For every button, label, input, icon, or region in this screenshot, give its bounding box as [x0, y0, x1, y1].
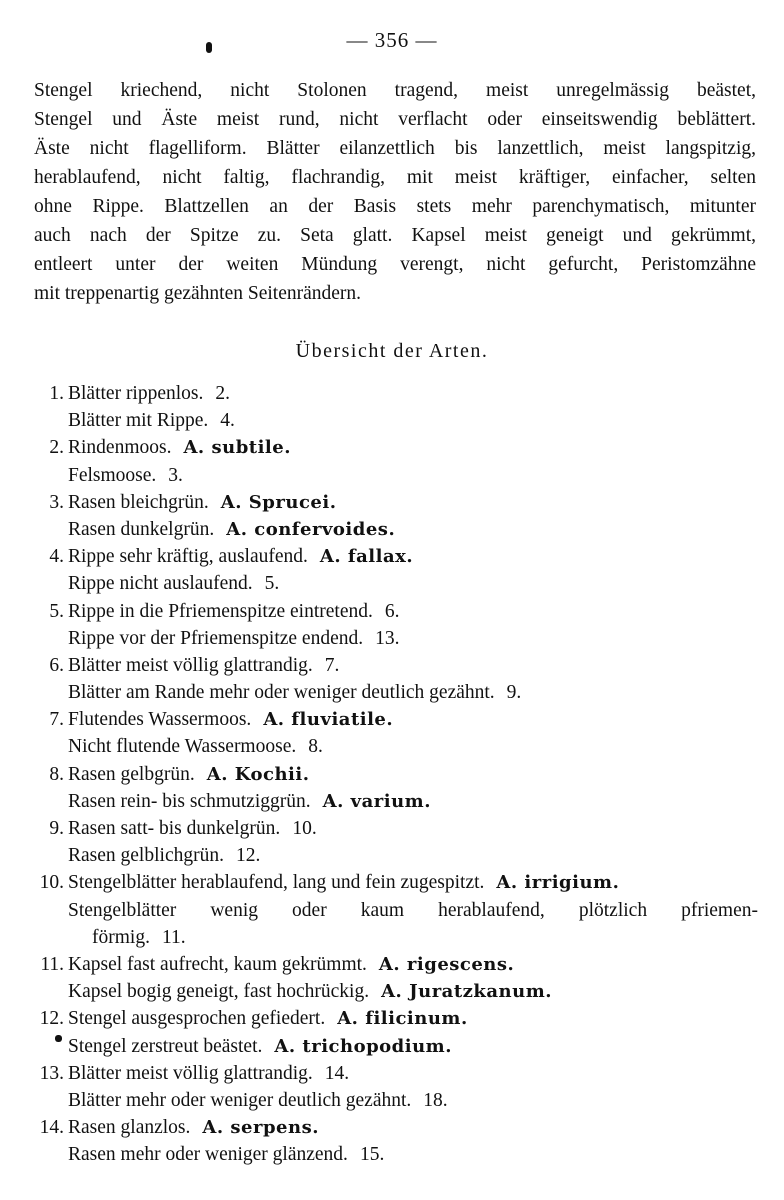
key-text: förmig. [92, 926, 150, 948]
key-line [68, 462, 183, 489]
key-reference: 18. [423, 1089, 448, 1111]
species-name: A. confervoides. [226, 518, 396, 540]
key-text: Rippe vor der Pfriemenspitze endend. [68, 627, 364, 649]
key-entry [0, 897, 784, 924]
page-number: — 356 — [346, 28, 438, 52]
key-line [68, 516, 395, 543]
species-name: A. subtile. [183, 437, 291, 459]
key-line [68, 625, 400, 652]
key-number: 6. [49, 654, 64, 676]
key-text: Stengel zerstreut beästet. [68, 1035, 263, 1057]
key-line [68, 652, 339, 679]
species-name: A. Kochii. [206, 763, 310, 785]
key-text: Kapsel bogig geneigt, fast hochrückig. [68, 981, 370, 1003]
key-reference: 11. [161, 926, 186, 948]
key-entry [0, 733, 784, 760]
key-reference: 4. [220, 410, 235, 432]
key-text: Stengel ausgesprochen gefiedert. [68, 1008, 326, 1030]
key-reference: 3. [168, 464, 183, 486]
key-entry [0, 815, 784, 842]
key-reference: 7. [324, 654, 340, 676]
key-entry [0, 1005, 784, 1032]
species-name: A. varium. [322, 790, 431, 812]
key-text: Rippe sehr kräftig, auslaufend. [68, 546, 308, 568]
key-entry [0, 1087, 784, 1114]
description-line: herablaufend, nicht faltig, flachrandig, mit meist kräftiger, einfacher, selten [34, 167, 756, 188]
key-text: Rasen mehr oder weniger glänzend. [68, 1144, 348, 1166]
key-reference: 12. [235, 845, 261, 867]
key-number: 3. [49, 491, 64, 513]
species-key [0, 380, 784, 1168]
key-line [68, 1033, 452, 1060]
description-line: auch nach der Spitze zu. Seta glatt. Kapsel meist geneigt und gekrümmt, [34, 225, 756, 246]
key-entry [0, 1114, 784, 1141]
key-text: Blätter mit Rippe. [68, 410, 209, 432]
key-number: 7. [49, 709, 64, 731]
key-text: Blätter am Rande mehr oder weniger deutlich gezähnt. [68, 682, 495, 704]
description-line: Äste nicht flagelliform. Blätter eilanzettlich bis lanzettlich, meist langspitzig, [34, 138, 756, 159]
key-entry [0, 407, 784, 434]
key-entry [0, 652, 784, 679]
key-line [68, 706, 393, 733]
key-entry [0, 761, 784, 788]
key-line [68, 570, 279, 597]
key-line [68, 407, 235, 434]
key-reference: 6. [384, 600, 400, 622]
key-text: Kapsel fast aufrecht, kaum gekrümmt. [68, 953, 367, 975]
key-line [68, 679, 521, 706]
key-entry [0, 516, 784, 543]
key-entry [0, 462, 784, 489]
key-line [68, 978, 552, 1005]
description-line: Stengel und Äste meist rund, nicht verflacht oder einseitswendig beblättert. [34, 109, 756, 130]
key-number: 1. [49, 383, 64, 404]
key-line [68, 1005, 468, 1032]
key-entry [0, 380, 784, 407]
key-entry [0, 924, 784, 951]
key-reference: 8. [308, 736, 323, 758]
key-text: Blätter rippenlos. [68, 383, 204, 404]
key-text: Rasen satt- bis dunkelgrün. [68, 818, 281, 839]
key-entry [0, 978, 784, 1005]
key-line [68, 598, 400, 625]
key-text: Rasen gelbgrün. [68, 763, 195, 785]
key-entry [0, 598, 784, 625]
key-number: 11. [40, 953, 64, 975]
key-line [68, 788, 431, 815]
key-line [68, 1087, 448, 1114]
key-line [68, 380, 230, 407]
key-number: 9. [49, 818, 64, 839]
key-entry [0, 842, 784, 869]
key-entry [0, 625, 784, 652]
key-text: Rasen bleichgrün. [68, 491, 209, 513]
species-name: A. fallax. [319, 546, 414, 568]
key-text: Stengelblätter herablaufend, lang und fein zugespitzt. [68, 872, 485, 894]
key-reference: 13. [375, 627, 400, 649]
key-entry [0, 1033, 784, 1060]
description-line: mit treppenartig gezähnten Seitenrändern. [34, 283, 362, 304]
species-name: A. fluviatile. [263, 709, 394, 731]
key-line [68, 434, 291, 461]
key-text: Stengelblätter wenig oder kaum herablaufend, plötzlich pfriemen- [68, 899, 758, 921]
key-text: Rasen rein- bis schmutziggrün. [68, 790, 311, 812]
species-name: A. Sprucei. [220, 491, 337, 513]
key-entry [0, 1060, 784, 1087]
key-reference: 9. [506, 682, 522, 704]
key-number: 13. [39, 1062, 64, 1084]
key-number: 8. [49, 763, 64, 785]
key-entry [0, 706, 784, 733]
key-text: Rasen glanzlos. [68, 1117, 191, 1139]
key-line [68, 1060, 349, 1087]
key-reference: 15. [359, 1144, 385, 1166]
species-name: A. trichopodium. [274, 1035, 452, 1057]
key-number: 5. [49, 600, 64, 622]
key-reference: 5. [264, 573, 280, 595]
key-entry [0, 434, 784, 461]
key-text: Rasen dunkelgrün. [68, 518, 215, 540]
key-line [68, 951, 514, 978]
key-text: Flutendes Wassermoos. [68, 709, 252, 731]
section-title: Übersicht der Arten. [295, 340, 489, 362]
key-line [92, 924, 186, 951]
key-entry [0, 1141, 784, 1168]
description-line: ohne Rippe. Blattzellen an der Basis stets mehr parenchymatisch, mitunter [34, 196, 756, 217]
key-reference: 10. [292, 818, 317, 839]
species-name: A. rigescens. [378, 953, 515, 975]
key-line [68, 842, 260, 869]
key-line [68, 1141, 384, 1168]
key-line [68, 761, 309, 788]
key-text: Rippe nicht auslaufend. [68, 573, 253, 595]
description-line: entleert unter der weiten Mündung verengt, nicht gefurcht, Peristomzähne [34, 254, 756, 275]
species-name: A. filicinum. [337, 1008, 468, 1030]
key-number: 10. [39, 872, 64, 894]
key-text: Rippe in die Pfriemenspitze eintretend. [68, 600, 373, 622]
key-line [68, 543, 413, 570]
key-text: Blätter meist völlig glattrandig. [68, 654, 313, 676]
key-entry [0, 543, 784, 570]
key-reference: 14. [324, 1062, 350, 1084]
key-line [68, 869, 619, 896]
key-entry [0, 951, 784, 978]
species-name: A. Juratzkanum. [381, 981, 552, 1003]
key-number: 14. [39, 1117, 64, 1139]
key-number: 12. [39, 1008, 64, 1030]
key-line [68, 489, 336, 516]
key-entry [0, 489, 784, 516]
key-entry [0, 570, 784, 597]
species-name: A. irrigium. [496, 872, 620, 894]
key-entry [0, 788, 784, 815]
key-line [68, 1114, 319, 1141]
description-line: Stengel kriechend, nicht Stolonen tragend, meist unregelmässig beästet, [34, 80, 756, 101]
key-entry [0, 679, 784, 706]
key-line [68, 897, 758, 924]
key-number: 2. [49, 437, 64, 459]
genus-description [34, 76, 756, 308]
key-reference: 2. [215, 383, 231, 404]
key-text: Blätter mehr oder weniger deutlich gezähnt. [68, 1089, 412, 1111]
key-text: Nicht flutende Wassermoose. [68, 736, 297, 758]
key-text: Felsmoose. [68, 464, 157, 486]
key-text: Rasen gelblichgrün. [68, 845, 224, 867]
key-line [68, 733, 323, 760]
key-number: 4. [49, 546, 64, 568]
key-line [68, 815, 317, 842]
key-text: Blätter meist völlig glattrandig. [68, 1062, 313, 1084]
key-entry [0, 869, 784, 896]
species-name: A. serpens. [202, 1117, 319, 1139]
key-text: Rindenmoos. [68, 437, 172, 459]
